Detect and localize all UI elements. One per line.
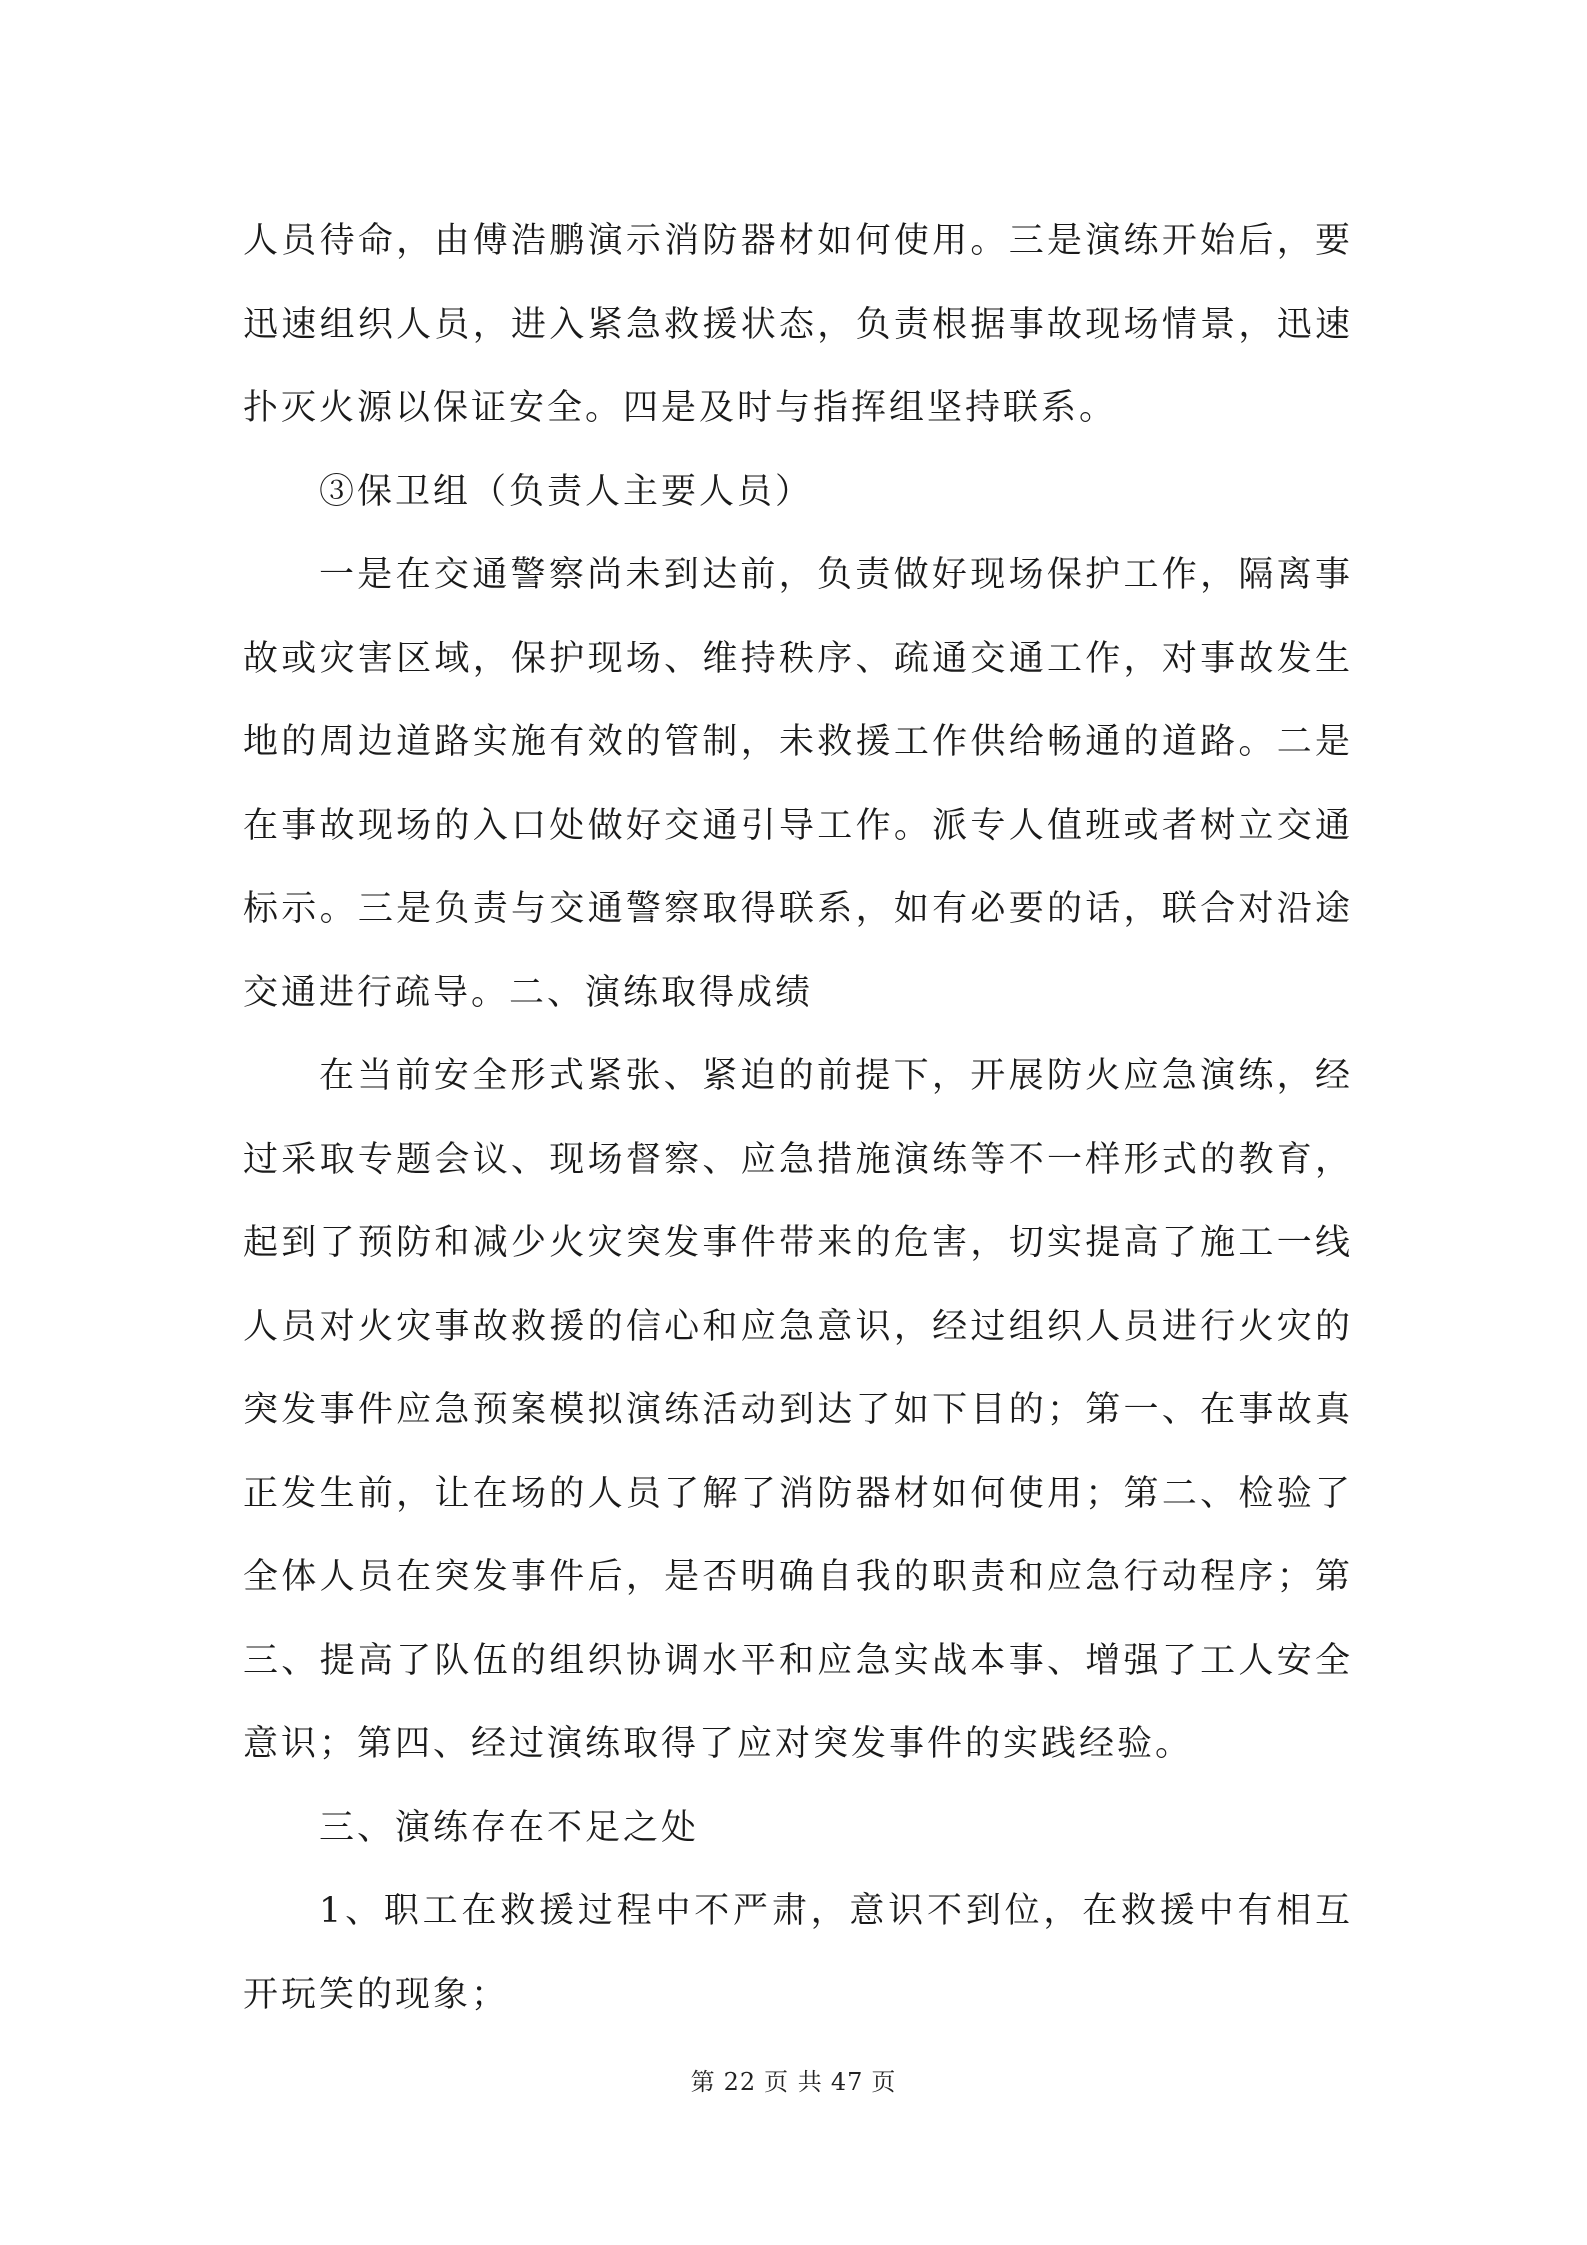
paragraph-1: 人员待命，由傅浩鹏演示消防器材如何使用。三是演练开始后，要迅速组织人员，进入紧急救援状态，负责根据事故现场情景，迅速扑灭火源以保证安全。四是及时与指挥组坚持联系。	[243, 221, 1353, 428]
paragraph-5-heading-shortcomings: 三、演练存在不足之处	[319, 1807, 700, 1848]
paragraph-4: 在当前安全形式紧张、紧迫的前提下，开展防火应急演练，经过采取专题会议、现场督察、应急措施演练等不一样形式的教育，起到了预防和减少火灾突发事件带来的危害，切实提高了施工一线人员对火灾事故救援的信心和应急意识，经过组织人员进行火灾的突发事件应急预案模拟演练活动到达了如下目的；第一、在事故真正发生前，让在场的人员了解了消防器材如何使用；第二、检验了全体人员在突发事件后，是否明确自我的职责和应急行动程序；第三、提高了队伍的组织协调水平和应急实战本事、增强了工人安全意识；第四、经过演练取得了应对突发事件的实践经验。	[243, 1056, 1353, 1764]
page-footer	[0, 2062, 1587, 2097]
document-body	[243, 200, 1353, 2037]
paragraph-3: 一是在交通警察尚未到达前，负责做好现场保护工作，隔离事故或灾害区域，保护现场、维持秩序、疏通交通工作，对事故发生地的周边道路实施有效的管制，未救援工作供给畅通的道路。二是在事故现场的入口处做好交通引导工作。派专人值班或者树立交通标示。三是负责与交通警察取得联系，如有必要的话，联合对沿途交通进行疏导。二、演练取得成绩	[243, 555, 1353, 1013]
paragraph-6: 1、职工在救援过程中不严肃，意识不到位，在救援中有相互开玩笑的现象；	[243, 1891, 1353, 2015]
footer-total-pages: 47	[830, 2068, 864, 2096]
footer-prefix: 第	[690, 2068, 716, 2096]
paragraph-2-heading-security-team: ③保卫组（负责人主要人员）	[319, 471, 814, 512]
footer-current-page: 22	[723, 2068, 757, 2096]
footer-middle: 页 共	[764, 2068, 823, 2096]
footer-suffix: 页	[871, 2068, 897, 2096]
